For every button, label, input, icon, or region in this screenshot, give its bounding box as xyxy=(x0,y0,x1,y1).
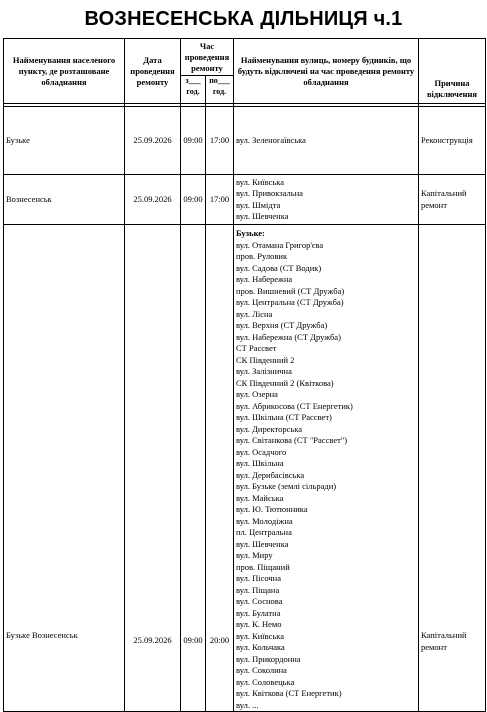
header-from: з___ год. xyxy=(181,76,206,104)
street-item: вул. Соколина xyxy=(236,665,287,675)
street-item: вул. Набережна xyxy=(236,274,293,284)
street-item: СТ Рассвет xyxy=(236,343,277,353)
row-time-from: 09:00 xyxy=(181,175,206,225)
row-place: Бузьке Вознесенськ xyxy=(4,225,125,712)
table-row xyxy=(4,175,486,225)
street-item: вул. Центральна (СТ Дружба) xyxy=(236,297,344,307)
row-time-to: 20:00 xyxy=(206,225,234,712)
row-streets xyxy=(234,225,419,712)
row-streets xyxy=(234,175,419,225)
street-item: вул. Директорська xyxy=(236,423,303,434)
header-time: Час проведення ремонту xyxy=(181,39,234,76)
street-item: вул. Пісочна xyxy=(236,573,281,583)
street-item: вул. Соснова xyxy=(236,596,283,606)
street-item: вул. Світанкова (СТ "Рассвет") xyxy=(236,435,348,445)
header-reason: Причина відключення xyxy=(419,76,486,104)
street-item: вул. ... xyxy=(236,699,259,710)
street-item: вул. Шкільна xyxy=(236,458,284,468)
street-item: вул. Булатна xyxy=(236,607,281,618)
outage-table xyxy=(3,38,486,712)
row-place: Бузьке xyxy=(4,107,125,175)
header-streets: Найменування вулиць, номеру будинків, що будуть відключені на час проведення ремонту обладнання xyxy=(234,39,419,104)
street-item: вул. Привокзальна xyxy=(236,188,303,198)
street-item: пров. Піщаний xyxy=(236,561,290,572)
street-item: вул. Верхня (СТ Дружба) xyxy=(236,320,328,330)
outage-schedule xyxy=(3,38,485,710)
table-row xyxy=(4,225,486,712)
header-date: Дата проведення ремонту xyxy=(125,39,181,104)
street-item: вул. Отамана Григор'єва xyxy=(236,239,324,250)
street-item: вул. Київська xyxy=(236,176,285,187)
street-item: вул. Кольчака xyxy=(236,642,285,652)
street-item: вул. К. Немо xyxy=(236,619,282,629)
street-item: вул. Молодіжна xyxy=(236,515,293,526)
row-streets xyxy=(234,107,419,175)
street-item: пров. Руловик xyxy=(236,251,288,261)
street-item: вул. Шкільна (СТ Рассвет) xyxy=(236,412,332,422)
street-item: вул. Прикордонна xyxy=(236,653,301,664)
header-place: Найменування населеного пункту, де розташоване обладнання xyxy=(4,39,125,104)
street-item: вул. Соловецька xyxy=(236,676,295,687)
street-item: вул. Квіткова (СТ Енергетик) xyxy=(236,688,342,698)
street-item: вул. Дерибасівська xyxy=(236,469,305,480)
street-item: вул. Шевченка xyxy=(236,538,289,549)
row-reason: Реконструкція xyxy=(419,107,486,175)
street-item: вул. Миру xyxy=(236,550,273,560)
street-item: вул. Лісна xyxy=(236,308,273,319)
row-time-to: 17:00 xyxy=(206,107,234,175)
street-item: пл. Центральна xyxy=(236,527,292,537)
street-item: вул. Шевченка xyxy=(236,211,289,221)
row-date: 25.09.2026 xyxy=(125,175,181,225)
row-date: 25.09.2026 xyxy=(125,107,181,175)
street-item: вул. Зеленогаївська xyxy=(236,134,306,145)
page-title: ВОЗНЕСЕНСЬКА ДІЛЬНИЦЯ ч.1 xyxy=(84,8,403,30)
row-place: Вознесенськ xyxy=(4,175,125,225)
street-item: вул. Залізнична xyxy=(236,366,292,376)
row-time-from: 09:00 xyxy=(181,107,206,175)
street-item: пров. Вишневий (СТ Дружба) xyxy=(236,285,345,296)
header-to: по___ год. xyxy=(206,76,234,104)
street-item: СК Південний 2 (Квіткова) xyxy=(236,377,334,388)
row-date: 25.09.2026 xyxy=(125,225,181,712)
street-item: вул. Набережна (СТ Дружба) xyxy=(236,331,341,342)
header-row xyxy=(4,39,486,76)
street-item: вул. Осадчого xyxy=(236,446,287,457)
row-reason: Капітальний ремонт xyxy=(419,225,486,712)
street-item: вул. Садова (СТ Водик) xyxy=(236,262,322,273)
street-item: вул. Піщана xyxy=(236,584,280,595)
row-reason: Капітальний ремонт xyxy=(419,175,486,225)
row-time-from: 09:00 xyxy=(181,225,206,712)
street-item: вул. Озерна xyxy=(236,389,278,399)
street-item: вул. Бузьке (землі сільради) xyxy=(236,481,337,491)
street-item: вул. Майська xyxy=(236,492,284,503)
row-time-to: 17:00 xyxy=(206,175,234,225)
street-item: вул. Київська xyxy=(236,630,285,641)
street-item: вул. Абрикосова (СТ Енергетик) xyxy=(236,400,353,411)
street-item: СК Південний 2 xyxy=(236,354,295,365)
street-item: вул. Шмідта xyxy=(236,199,281,210)
street-item: вул. Ю. Тютюнника xyxy=(236,504,308,514)
table-row xyxy=(4,107,486,175)
street-group-heading: Бузьке: xyxy=(236,228,265,238)
